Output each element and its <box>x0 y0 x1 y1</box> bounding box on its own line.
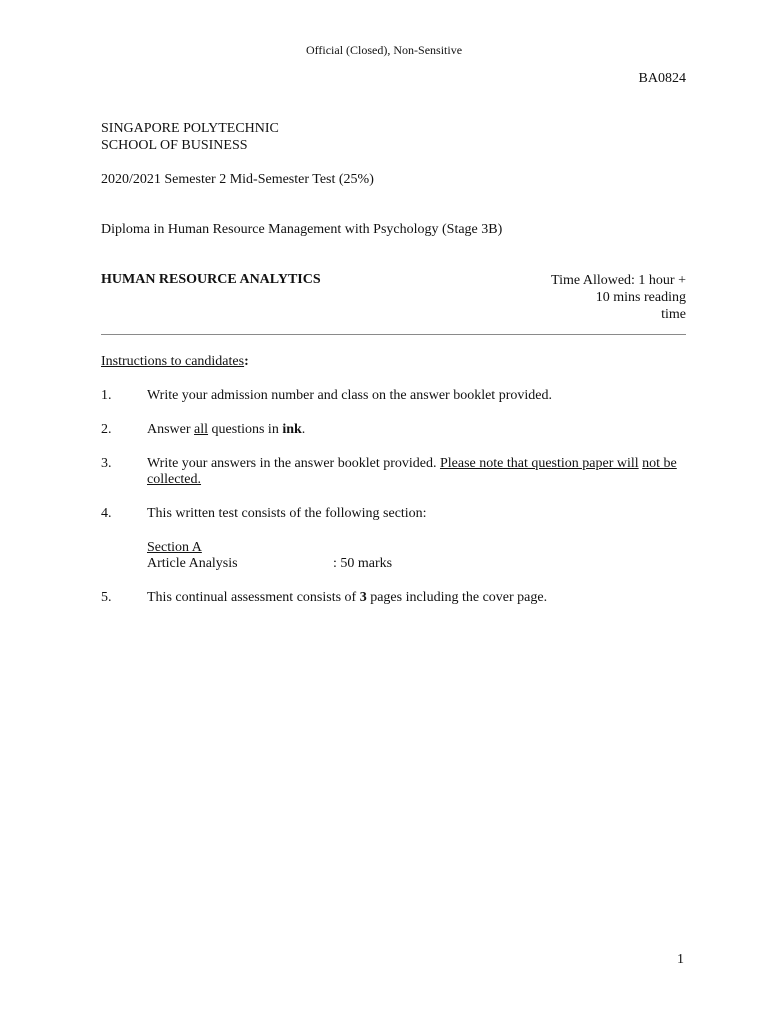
time-allowed-line1: Time Allowed: 1 hour + <box>551 273 686 288</box>
instruction-number-3: 3. <box>101 456 112 471</box>
classification-label: Official (Closed), Non-Sensitive <box>305 43 463 57</box>
instruction-3-text: Write your answers in the answer booklet provided. <box>147 456 440 471</box>
module-title: HUMAN RESOURCE ANALYTICS <box>101 272 321 287</box>
paper-code: BA0824 <box>638 71 686 86</box>
test-title: 2020/2021 Semester 2 Mid-Semester Test (25%) <box>101 172 374 187</box>
instruction-number-2: 2. <box>101 422 112 437</box>
instruction-2-post: . <box>301 422 306 437</box>
instruction-number-1: 1. <box>101 388 112 403</box>
instruction-2-bold: ink <box>282 422 302 437</box>
instruction-5-pre: This continual assessment consists of <box>147 590 360 605</box>
instruction-2-underlined: all <box>194 422 209 437</box>
time-allowed-line2: 10 mins reading <box>595 290 686 305</box>
time-allowed-line3: time <box>661 307 686 322</box>
instruction-3-underlined-b: not be collected. <box>147 456 677 487</box>
instruction-text-5 <box>147 590 547 606</box>
page-number: 1 <box>677 952 684 967</box>
instruction-text-1: Write your admission number and class on the answer booklet provided. <box>147 388 552 403</box>
school-name: SCHOOL OF BUSINESS <box>101 138 248 153</box>
diploma-title: Diploma in Human Resource Management with Psychology (Stage 3B) <box>101 222 503 237</box>
section-heading: Section A <box>147 540 202 555</box>
section-marks: : 50 marks <box>333 556 393 571</box>
instructions-heading-colon: : <box>244 354 249 369</box>
instruction-number-4: 4. <box>101 506 112 521</box>
instruction-5-post: pages including the cover page. <box>366 590 548 605</box>
instruction-text-4: This written test consists of the following section: <box>147 506 427 521</box>
instruction-number-5: 5. <box>101 590 112 605</box>
instruction-3-underlined-a: Please note that question paper will <box>439 456 639 471</box>
instruction-text-3 <box>147 456 687 488</box>
divider-line <box>101 334 686 335</box>
section-name: Article Analysis <box>147 556 238 571</box>
instructions-heading <box>101 354 249 370</box>
instruction-text-2 <box>147 422 305 438</box>
instruction-2-mid: questions in <box>208 422 283 437</box>
instructions-heading-text: Instructions to candidates <box>101 354 245 369</box>
instruction-2-pre: Answer <box>147 422 195 437</box>
time-allowed <box>516 272 686 323</box>
institution-name: SINGAPORE POLYTECHNIC <box>101 121 279 136</box>
instruction-5-bold: 3 <box>359 590 367 605</box>
